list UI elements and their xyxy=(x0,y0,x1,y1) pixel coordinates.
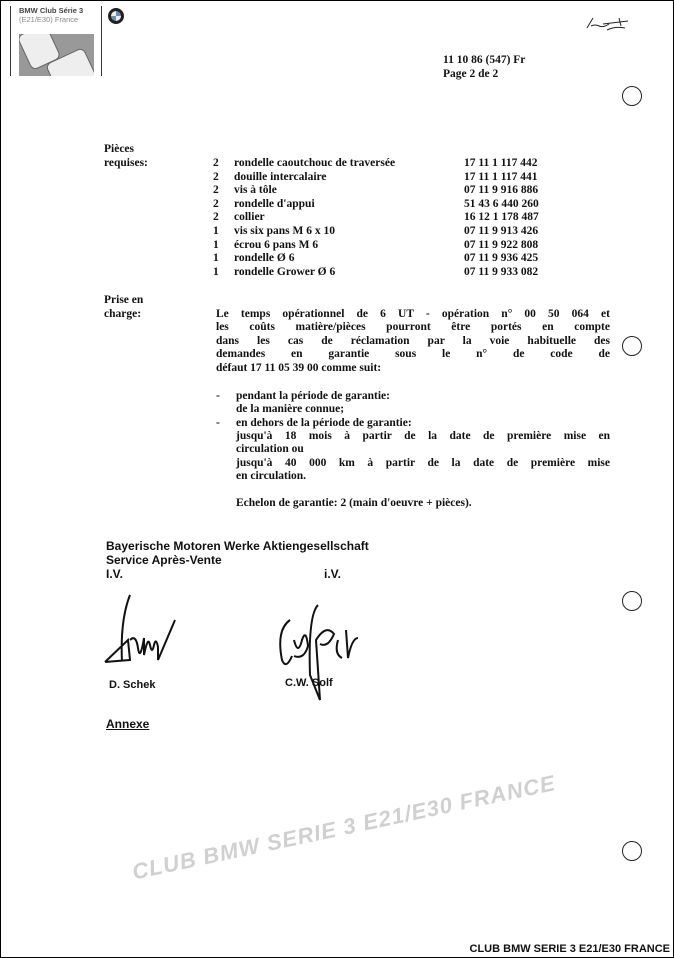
parts-row xyxy=(0,171,600,184)
part-description: rondelle d'appui xyxy=(234,197,315,210)
paragraph-line: Le temps opérationnel de 6 UT - opération n° 00 50 064 et xyxy=(216,308,610,320)
part-quantity: 2 xyxy=(213,170,219,183)
part-quantity: 2 xyxy=(213,184,219,197)
bullet-warranty-period: pendant la période de garantie: xyxy=(236,390,390,402)
coverage-paragraph xyxy=(216,308,610,375)
logo-image xyxy=(19,34,94,76)
part-quantity: 1 xyxy=(213,265,219,278)
part-quantity: 1 xyxy=(213,225,219,237)
part-number: 17 11 1 117 441 xyxy=(464,170,538,183)
part-quantity: 2 xyxy=(213,211,219,224)
parts-row xyxy=(0,157,600,170)
part-number: 07 11 9 936 425 xyxy=(464,252,539,265)
part-quantity: 2 xyxy=(213,197,219,210)
parts-label-line2: requises: xyxy=(104,157,148,169)
handwritten-note-mark xyxy=(585,14,665,36)
document-reference: 11 10 86 (547) Fr xyxy=(443,54,526,66)
part-description: vis à tôle xyxy=(234,184,277,197)
parts-row xyxy=(0,252,600,265)
iv-right: i.V. xyxy=(324,567,341,581)
logo-line1: BMW Club Série 3 xyxy=(19,6,84,15)
parts-label-line1: Pièces xyxy=(104,143,135,155)
paragraph-line: demandes en garantie sous le n° de code de xyxy=(216,348,610,361)
part-description: douille intercalaire xyxy=(234,170,327,183)
part-number: 51 43 6 440 260 xyxy=(464,197,539,210)
parts-row xyxy=(0,239,600,252)
part-number: 16 12 1 178 487 xyxy=(464,211,539,224)
paragraph-line: défaut 17 11 05 39 00 comme suit: xyxy=(216,361,382,374)
bullet-mark: - xyxy=(216,390,220,402)
part-number: 17 11 1 117 442 xyxy=(464,157,538,169)
part-quantity: 1 xyxy=(213,238,219,251)
paragraph-line: dans les cas de réclamation par la voie habituelle des xyxy=(216,334,610,347)
iv-left: I.V. xyxy=(106,567,123,581)
watermark: CLUB BMW SERIE 3 E21/E30 FRANCE xyxy=(130,770,558,885)
bmw-roundel-icon xyxy=(108,8,124,24)
parts-row xyxy=(0,225,600,238)
department: Service Après-Vente xyxy=(106,553,222,567)
part-description: rondelle Ø 6 xyxy=(234,252,295,265)
part-description: écrou 6 pans M 6 xyxy=(234,238,319,251)
coverage-label-line1: Prise en xyxy=(104,294,144,306)
detail-line: jusqu'à 18 mois à partir de la date de première mise en xyxy=(236,430,610,442)
part-description: collier xyxy=(234,211,265,224)
detail-line: circulation ou xyxy=(236,443,304,456)
warranty-level: Echelon de garantie: 2 (main d'oeuvre + pièces). xyxy=(236,497,472,509)
bullet-mark: - xyxy=(216,417,220,429)
part-quantity: 2 xyxy=(213,157,219,169)
parts-row xyxy=(0,198,600,211)
parts-row xyxy=(0,211,600,224)
punch-hole-mark xyxy=(622,86,642,106)
signature-right xyxy=(270,600,380,710)
part-number: 07 11 9 916 886 xyxy=(464,184,539,197)
part-number: 07 11 9 922 808 xyxy=(464,238,539,251)
signature-left xyxy=(100,590,190,670)
parts-row xyxy=(0,184,600,197)
part-quantity: 1 xyxy=(213,252,219,265)
coverage-label-line2: charge: xyxy=(104,308,142,320)
company-name: Bayerische Motoren Werke Aktiengesellschaft xyxy=(106,539,369,553)
part-description: rondelle caoutchouc de traversée xyxy=(234,157,396,169)
part-number: 07 11 9 913 426 xyxy=(464,225,539,237)
signatory-left: D. Schek xyxy=(109,679,156,691)
bullet-warranty-period-detail: de la manière connue; xyxy=(236,403,345,415)
logo-line2: (E21/E30) France xyxy=(19,15,79,24)
punch-hole-mark xyxy=(622,336,642,356)
detail-line: jusqu'à 40 000 km à partir de la date de première mise xyxy=(236,456,610,469)
footer-club-name: CLUB BMW SERIE 3 E21/E30 FRANCE xyxy=(469,943,670,955)
part-number: 07 11 9 933 082 xyxy=(464,265,539,278)
annex-label: Annexe xyxy=(106,717,150,731)
detail-line: en circulation. xyxy=(236,470,307,483)
signatory-right: C.W. Solf xyxy=(285,677,333,689)
parts-row xyxy=(0,266,600,279)
punch-hole-mark xyxy=(622,841,642,861)
club-logo xyxy=(10,6,102,76)
part-description: vis six pans M 6 x 10 xyxy=(234,225,335,237)
paragraph-line: les coûts matière/pièces pourront être portés en compte xyxy=(216,321,610,334)
page-number: Page 2 de 2 xyxy=(443,68,499,80)
bullet-outside-warranty: en dehors de la période de garantie: xyxy=(236,417,412,429)
outside-warranty-detail xyxy=(236,430,610,484)
punch-hole-mark xyxy=(622,591,642,611)
part-description: rondelle Grower Ø 6 xyxy=(234,265,336,278)
